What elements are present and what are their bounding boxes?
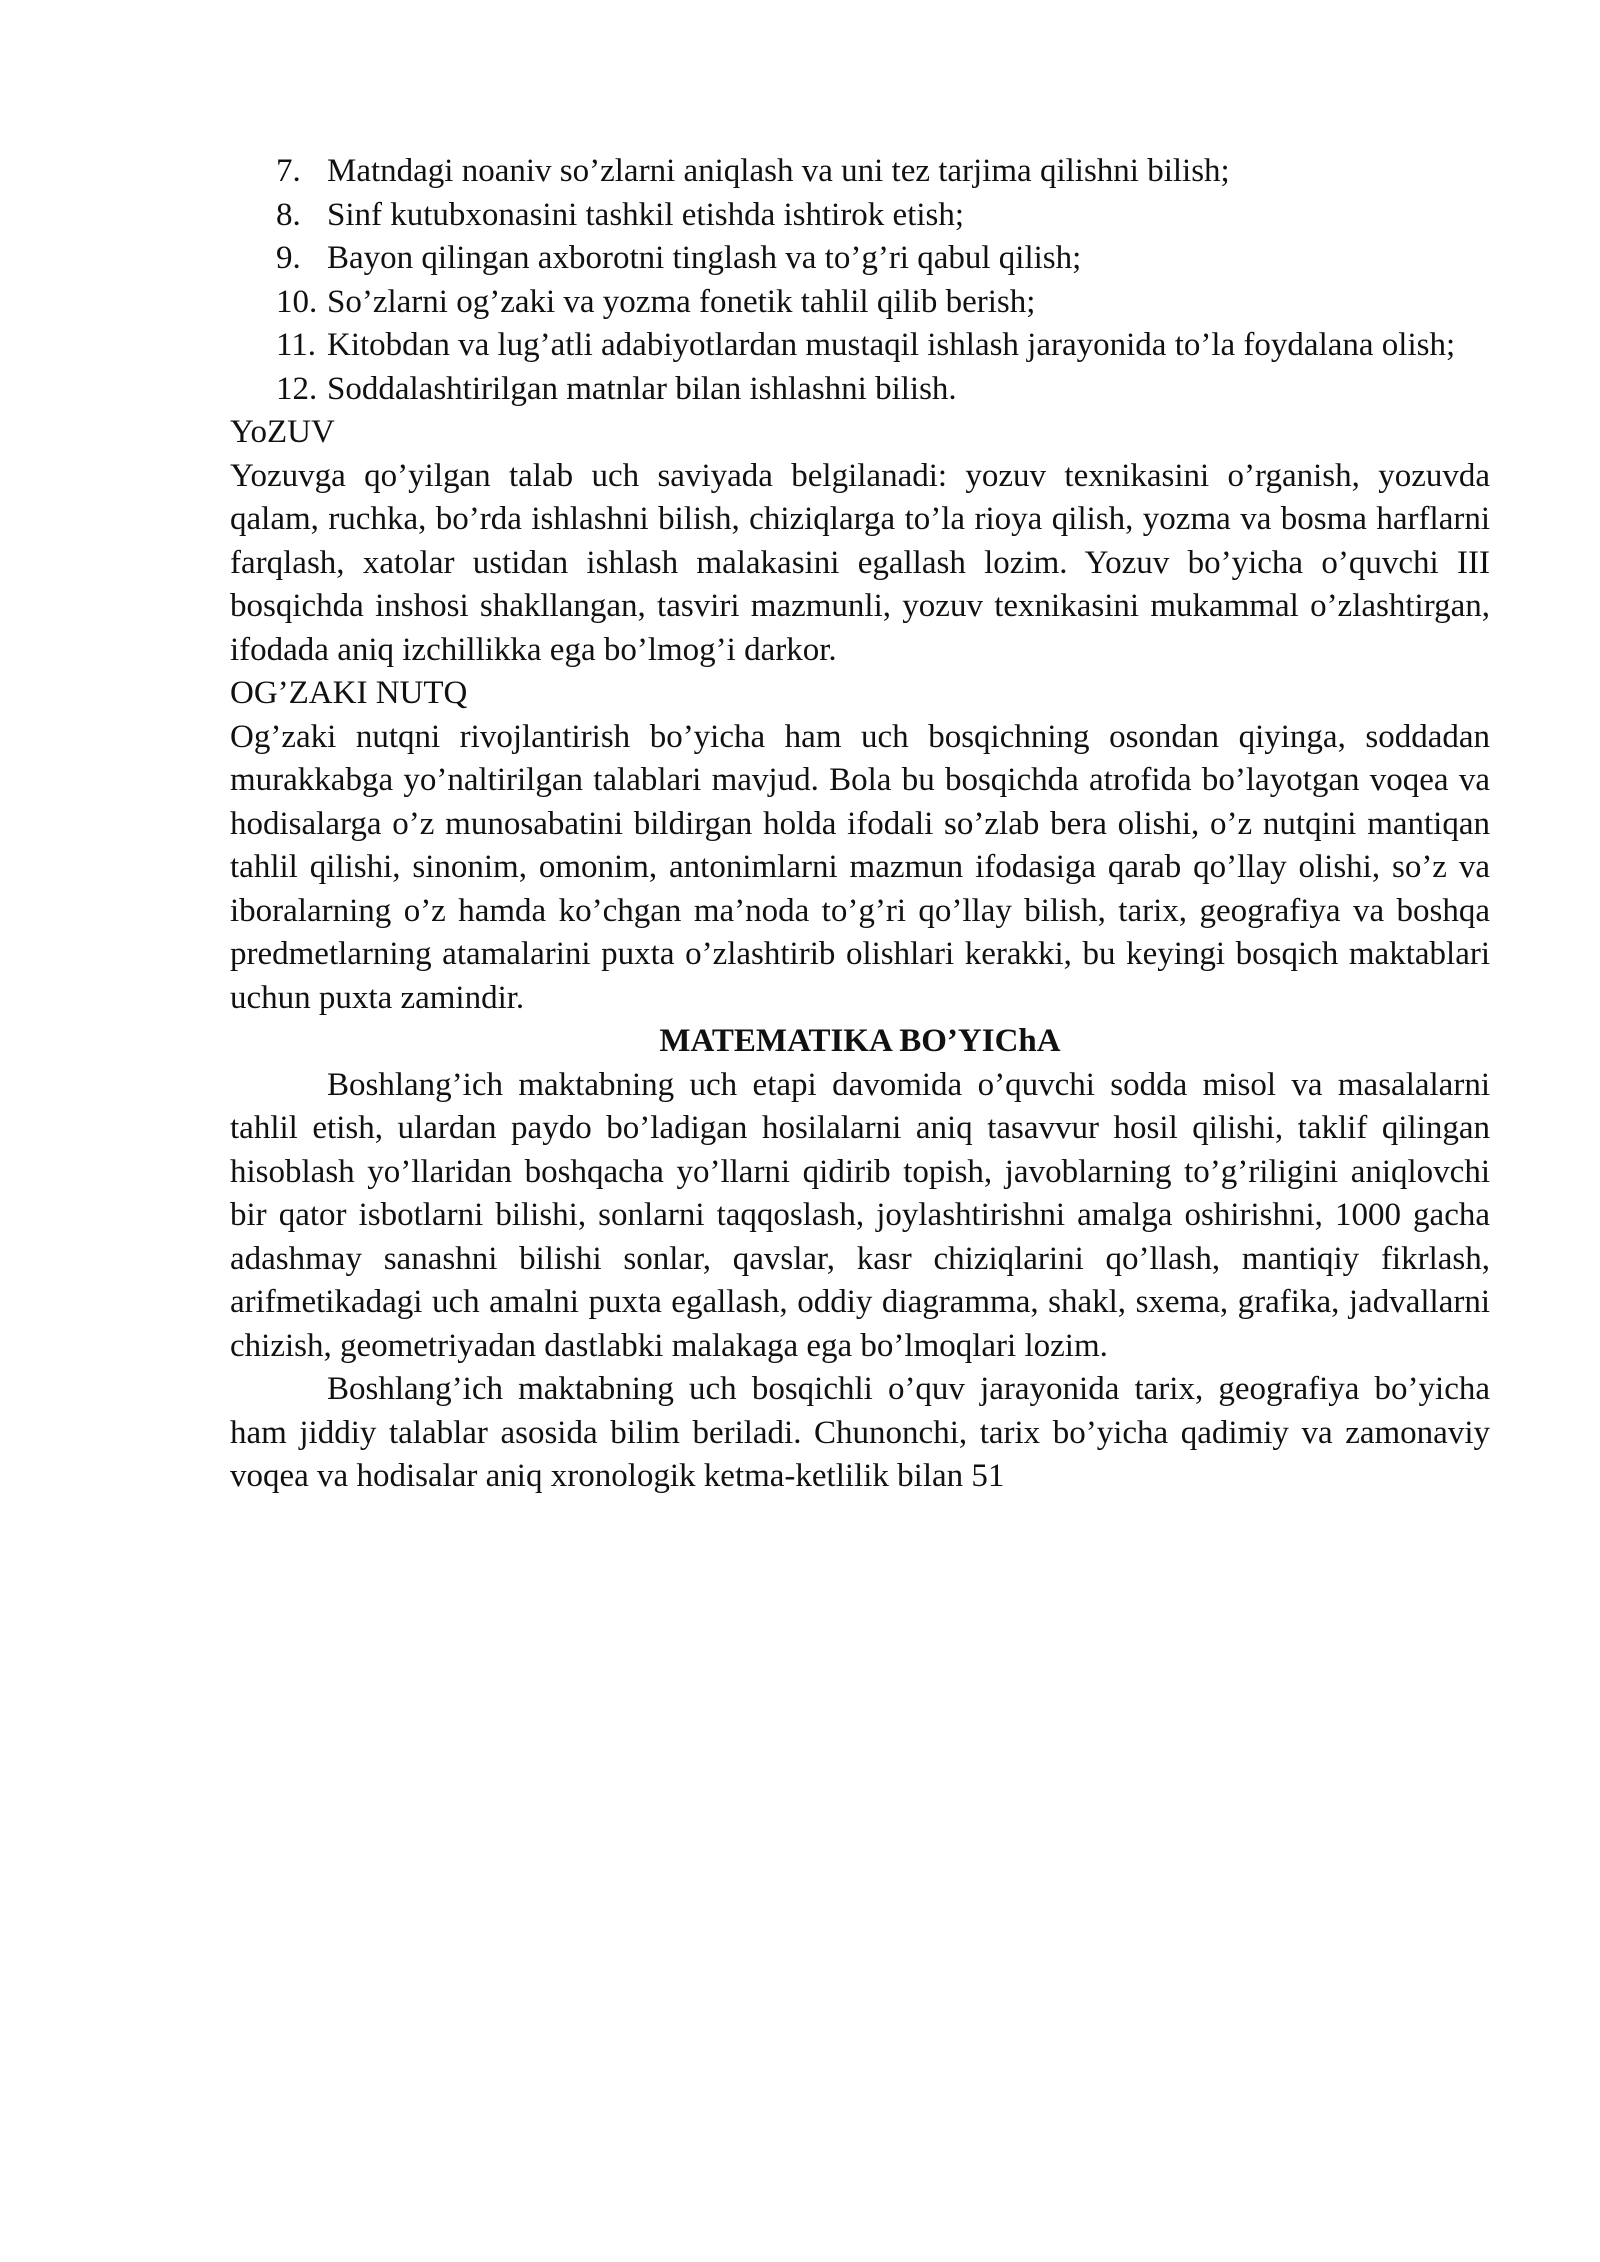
list-item-number: 10.	[276, 283, 318, 320]
list-item	[230, 368, 1490, 412]
list-item-text: Bayon qilingan axborotni tinglash va to’g’ri qabul qilish;	[327, 240, 1082, 276]
list-item	[230, 237, 1490, 281]
list-item-text: So’zlarni og’zaki va yozma fonetik tahlil qilib berish;	[327, 283, 1036, 320]
list-item-text: Soddalashtirilgan matnlar bilan ishlashni bilish.	[327, 370, 957, 407]
paragraph-matematika-1: Boshlang’ich maktabning uch etapi davomida o’quvchi sodda misol va masalalarni tahlil etish, ulardan paydo bo’ladigan hosilalarni aniq tasavvur hosil qilishi, taklif qilingan hisoblash yo’llaridan boshqacha yo’llarni qidirib topish, javoblarning to’g’riligini aniqlovchi bir qator isbotlarni bilishi, sonlarni taqqoslash, joylashtirishni amalga oshirishni, 1000 gacha adashmay sanashni bilishi sonlar, qavslar, kasr chiziqlarini qo’llash, mantiqiy fikrlash, arifmetikadagi uch amalni puxta egallash, oddiy diagramma, shakl, sxema, grafika, jadvallarni chizish, geometriyadan dastlabki malakaga ega bo’lmoqlari lozim.	[230, 1066, 1490, 1364]
section-title-matematika: MATEMATIKA BO’YIChA	[659, 1023, 1061, 1059]
document-page	[230, 150, 1490, 1499]
list-item-number: 7.	[276, 153, 301, 189]
paragraph-yozuv: Yozuvga qo’yilgan talab uch saviyada belgilanadi: yozuv texnikasini o’rganish, yozuvda qalam, ruchka, bo’rda ishlashni bilish, chiziqlarga to’la rioya qilish, yozma va bosma harflarni farqlash, xatolar ustidan ishlash malakasini egallash lozim. Yozuv bo’yicha o’quvchi III bosqichda inshosi shakllangan, tasviri mazmunli, yozuv texnikasini mukammal o’zlashtirgan, ifodada aniq izchillikka ega bo’lmog’i darkor.	[230, 457, 1490, 668]
section-heading-yozuv: YoZUV	[230, 414, 335, 450]
list-item	[230, 194, 1490, 238]
section-heading-ogzaki-nutq: OG’ZAKI NUTQ	[230, 675, 468, 711]
numbered-list	[230, 150, 1490, 411]
list-item-text: Sinf kutubxonasini tashkil etishda ishtirok etish;	[327, 196, 965, 233]
list-item	[230, 324, 1490, 368]
list-item	[230, 281, 1490, 325]
list-item-number: 9.	[276, 240, 301, 276]
list-item-text: Matndagi noaniv so’zlarni aniqlash va uni tez tarjima qilishni bilish;	[327, 153, 1230, 189]
paragraph-ogzaki-nutq: Og’zaki nutqni rivojlantirish bo’yicha ham uch bosqichning osondan qiyinga, soddadan murakkabga yo’naltirilgan talablari mavjud. Bola bu bosqichda atrofida bo’layotgan voqea va hodisalarga o’z munosabatini bildirgan holda ifodali so’zlab bera olishi, o’z nutqini mantiqan tahlil qilishi, sinonim, omonim, antonimlarni mazmun ifodasiga qarab qo’llay olishi, so’z va iboralarning o’z hamda ko’chgan ma’noda to’g’ri qo’llay bilish, tarix, geografiya va boshqa predmetlarning atamalarini puxta o’zlashtirib olishlari kerakki, bu keyingi bosqich maktablari uchun puxta zamindir.	[230, 718, 1490, 1016]
list-item-text: Kitobdan va lug’atli adabiyotlardan mustaqil ishlash jarayonida to’la foydalana olish;	[327, 327, 1456, 363]
list-item-number: 12.	[276, 370, 318, 407]
list-item-number: 11.	[276, 327, 317, 363]
list-item-number: 8.	[276, 196, 301, 233]
list-item	[230, 150, 1490, 194]
paragraph-matematika-2: Boshlang’ich maktabning uch bosqichli o’quv jarayonida tarix, geografiya bo’yicha ham jiddiy talablar asosida bilim beriladi. Chunonchi, tarix bo’yicha qadimiy va zamonaviy voqea va hodisalar aniq xronologik ketma-ketlilik bilan 51	[230, 1371, 1490, 1494]
